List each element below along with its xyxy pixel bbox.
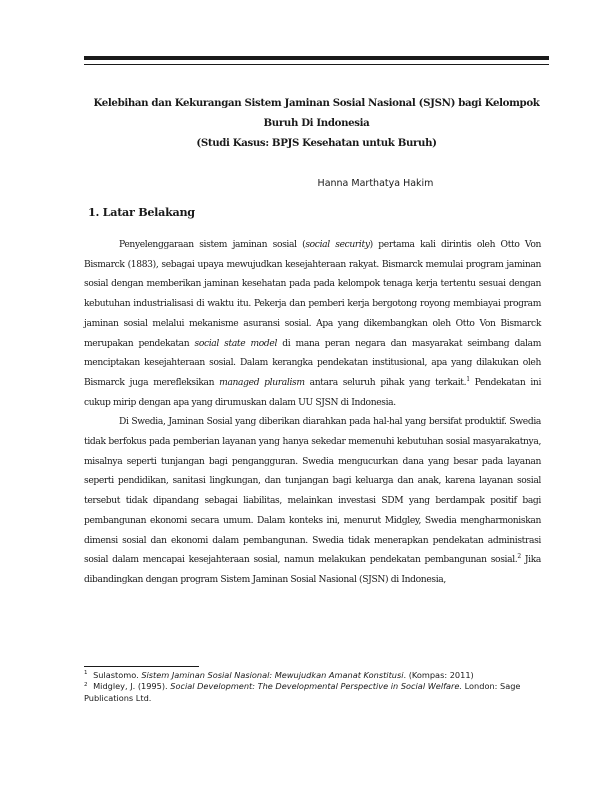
paragraph-1-text-a: Penyelenggaraan sistem jaminan sosial ( (119, 240, 306, 250)
footnote-ref-2[interactable]: 2 (517, 553, 521, 561)
paragraph-1-text-c: di mana peran negara dan masyarakat seimbang dalam menciptakan kesejahteraan sosial. Dalam kerangka pendekatan institusional, apa yang dilakukan oleh Bismarck juga merefleksikan (84, 338, 541, 388)
term-social-security: social security (305, 240, 370, 250)
header-rule-thick (84, 56, 549, 60)
paragraph-1-text-e: Pendekatan ini cukup mirip dengan apa yang dirumuskan dalam UU SJSN di Indonesia. (84, 377, 542, 408)
footnote-text: Midgley, J. (1995). (90, 681, 171, 692)
footnote-title: Sistem Jaminan Sosial Nasional: Mewujudkan Amanat Konstitusi (141, 670, 404, 680)
paper-title-line-2: Buruh Di Indonesia (263, 117, 370, 129)
footnote-separator (84, 666, 199, 667)
footnote-text: . (Kompas: 2011) (403, 670, 474, 680)
paragraph-1-text-b: ) pertama kali dirintis oleh Otto Von Bismarck (1883), sebagai upaya mewujudkan kesejahteraan rakyat. Bismarck memulai program jaminan sosial dengan memberikan jaminan kesehatan pada pada kelompok tenaga kerja tertentu sesuai dengan kebutuhan industrialisasi di waktu itu. Pekerja dan pemberi kerja bergotong royong membiayai program jaminan sosial melalui mekanisme asuransi sosial. Apa yang dikembangkan oleh Otto Von Bismarck merupakan pendekatan (84, 240, 541, 349)
footnote-title: Social Development: The Developmental Perspective in Social Welfare. (170, 681, 463, 692)
footnote-text: Sulastomo. (90, 670, 142, 680)
paper-title-line-1: Kelebihan dan Kekurangan Sistem Jaminan Sosial Nasional (SJSN) bagi Kelompok (93, 97, 540, 109)
footnote-number: 1 (84, 670, 88, 677)
paper-subtitle: (Studi Kasus: BPJS Kesehatan untuk Buruh) (196, 137, 437, 149)
section-heading: 1. Latar Belakang (88, 205, 195, 219)
paragraph-2-text-a: Di Swedia, Jaminan Sosial yang diberikan diarahkan pada hal-hal yang bersifat produktif. Swedia tidak berfokus pada pemberian layanan yang hanya sekedar memenuhi kebutuhan sosial masyarakatnya, misalnya seperti tunjangan bagi pengangguran. Swedia mengucurkan dana yang besar pada layanan seperti pendidikan, sanitasi lingkungan, dan tunjangan bagi keluarga dan anak, karena layanan sosial tersebut tidak dipandang sebagai liabilitas, melainkan investasi SDM yang berdampak positif bagi pembangunan ekonomi secara umum. Dalam konteks ini, menurut Midgley, Swedia mengharmoniskan dimensi sosial dan ekonomi dalam pembangunan. Swedia tidak menerapkan pendekatan administrasi sosial dalam mencapai kesejahteraan sosial, namun melakukan pendekatan pembangunan sosial. (84, 417, 541, 566)
paragraph-1 (84, 236, 541, 413)
term-social-state-model: social state model (194, 338, 278, 349)
author-name: Hanna Marthatya Hakim (317, 178, 434, 189)
footnote-ref-1[interactable]: 1 (466, 375, 470, 383)
footnote-1 (84, 670, 544, 681)
footnote-2 (84, 681, 544, 704)
footnotes (84, 670, 544, 704)
footnote-text: London: Sage Publications Ltd. (84, 681, 521, 703)
header-rule-thin (84, 64, 549, 65)
paragraph-2 (84, 413, 541, 590)
body-text (84, 236, 541, 591)
paragraph-2-text-b: Jika dibandingkan dengan program Sistem Jaminan Sosial Nasional (SJSN) di Indonesia, (84, 555, 541, 585)
footnote-number: 2 (84, 681, 88, 688)
term-managed-pluralism: managed pluralism (219, 377, 305, 388)
paragraph-1-text-d: antara seluruh pihak yang terkait. (304, 377, 467, 388)
